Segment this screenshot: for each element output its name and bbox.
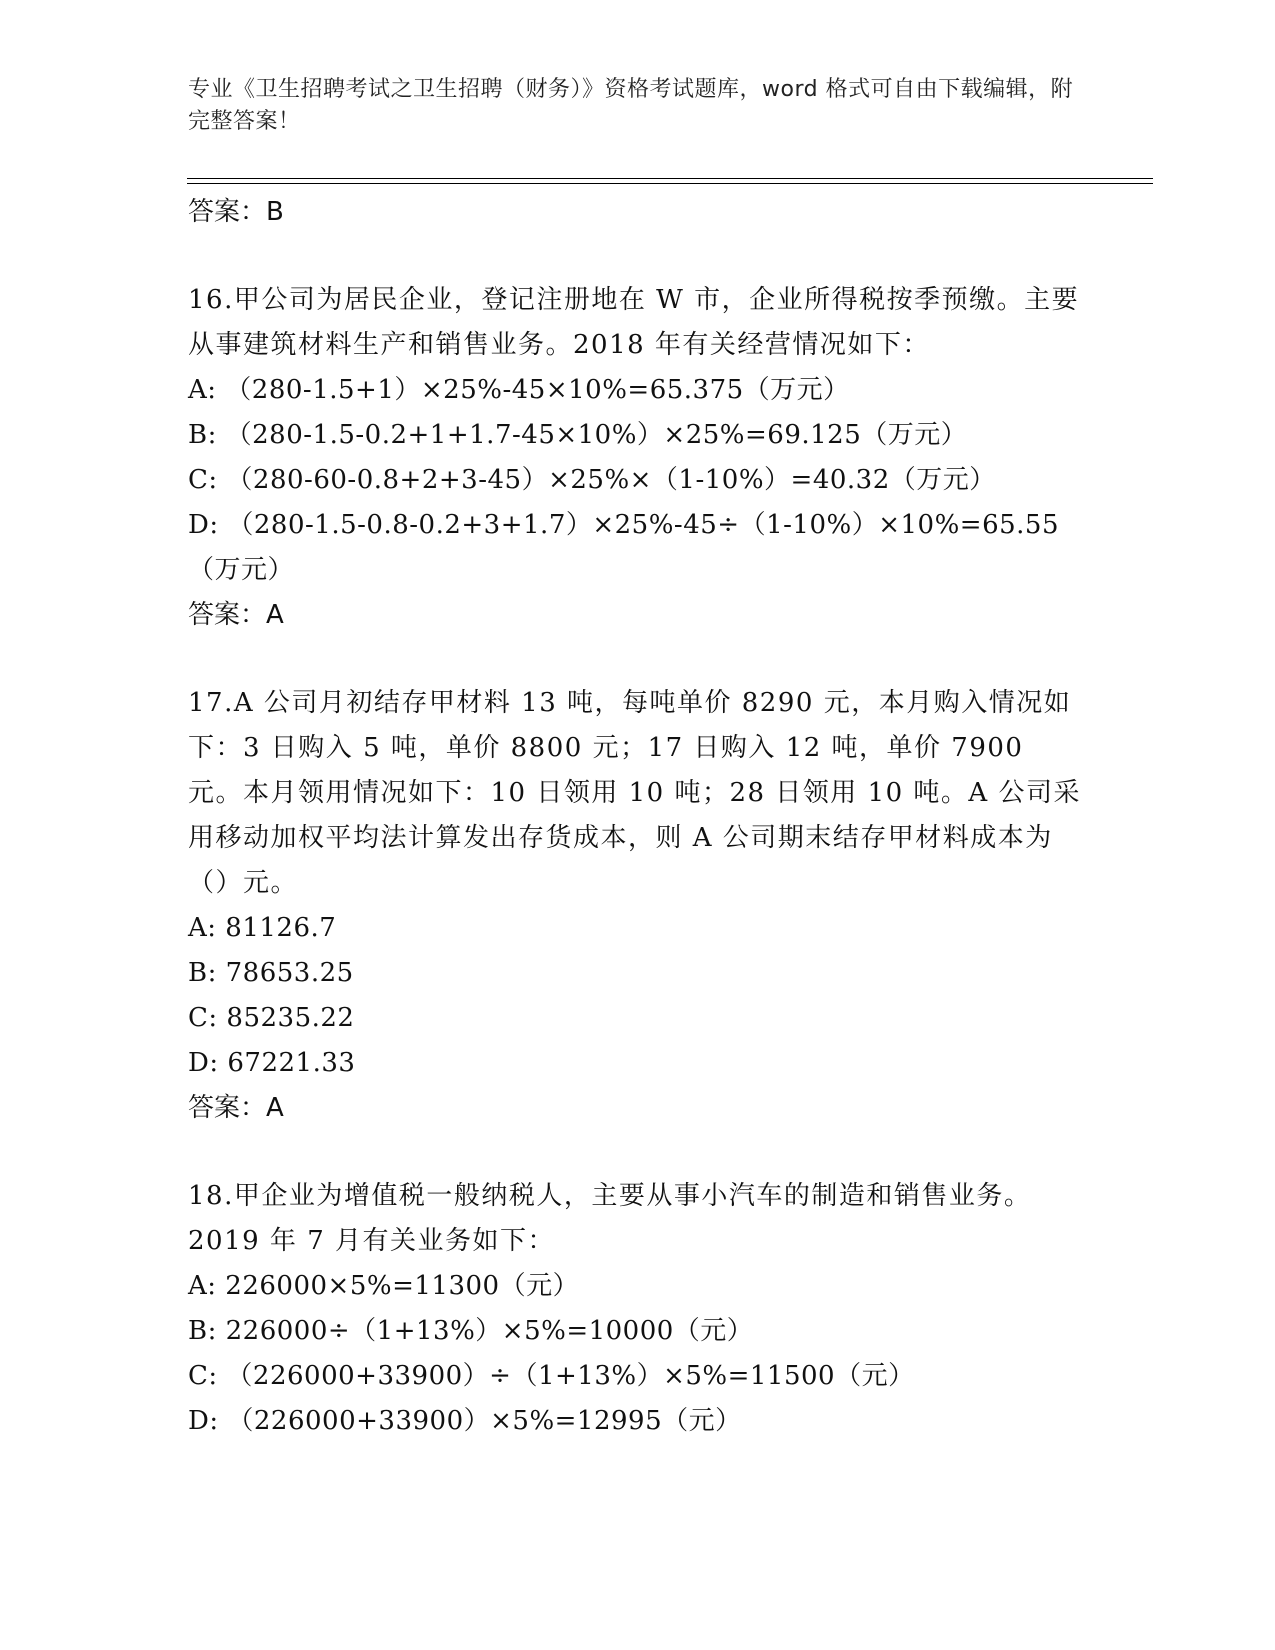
option-b: B: 226000÷（1+13%）×5%=10000（元） bbox=[188, 1316, 754, 1346]
answer-line: 答案：A bbox=[188, 1093, 284, 1123]
question-stem: 18.甲企业为增值税一般纳税人，主要从事小汽车的制造和销售业务。2019 年 7 月有关业务如下： bbox=[188, 1181, 1032, 1256]
option-b: B: （280-1.5-0.2+1+1.7-45×10%）×25%=69.125（万元） bbox=[188, 420, 968, 450]
question-stem: 16.甲公司为居民企业，登记注册地在 W 市，企业所得税按季预缴。主要从事建筑材料生产和销售业务。2018 年有关经营情况如下： bbox=[188, 285, 1080, 360]
header-divider-thin bbox=[187, 183, 1153, 184]
answer-line: 答案：B bbox=[188, 197, 284, 227]
question-stem: 17.A 公司月初结存甲材料 13 吨，每吨单价 8290 元，本月购入情况如下：3 日购入 5 吨，单价 8800 元；17 日购入 12 吨，单价 7900 元。本月领用情况如下：10 日领用 10 吨；28 日领用 10 吨。A 公司采用移动加权平均法计算发出存货成本，则 A 公司期末结存甲材料成本为（）元。 bbox=[188, 688, 1081, 898]
option-c: C: （226000+33900）÷（1+13%）×5%=11500（元） bbox=[188, 1361, 915, 1391]
option-a: A: （280-1.5+1）×25%-45×10%=65.375（万元） bbox=[188, 375, 850, 405]
option-d: D: （280-1.5-0.8-0.2+3+1.7）×25%-45÷（1-10%）×10%=65.55（万元） bbox=[188, 510, 1059, 585]
option-d: D: （226000+33900）×5%=12995（元） bbox=[188, 1406, 742, 1436]
option-d: D: 67221.33 bbox=[188, 1048, 356, 1078]
question-17 bbox=[188, 681, 1088, 1130]
answer-line: 答案：A bbox=[188, 600, 284, 630]
option-c: C: 85235.22 bbox=[188, 1003, 355, 1033]
header-divider bbox=[187, 178, 1153, 179]
option-a: A: 226000×5%=11300（元） bbox=[188, 1271, 580, 1301]
page-header: 专业《卫生招聘考试之卫生招聘（财务）》资格考试题库，word 格式可自由下载编辑，附完整答案！ bbox=[188, 77, 1074, 134]
option-c: C: （280-60-0.8+2+3-45）×25%×（1-10%）=40.32（万元） bbox=[188, 465, 996, 495]
option-b: B: 78653.25 bbox=[188, 958, 354, 988]
question-list bbox=[188, 190, 1088, 1444]
option-a: A: 81126.7 bbox=[188, 913, 337, 943]
question-16 bbox=[188, 278, 1088, 637]
question-18 bbox=[188, 1174, 1088, 1444]
